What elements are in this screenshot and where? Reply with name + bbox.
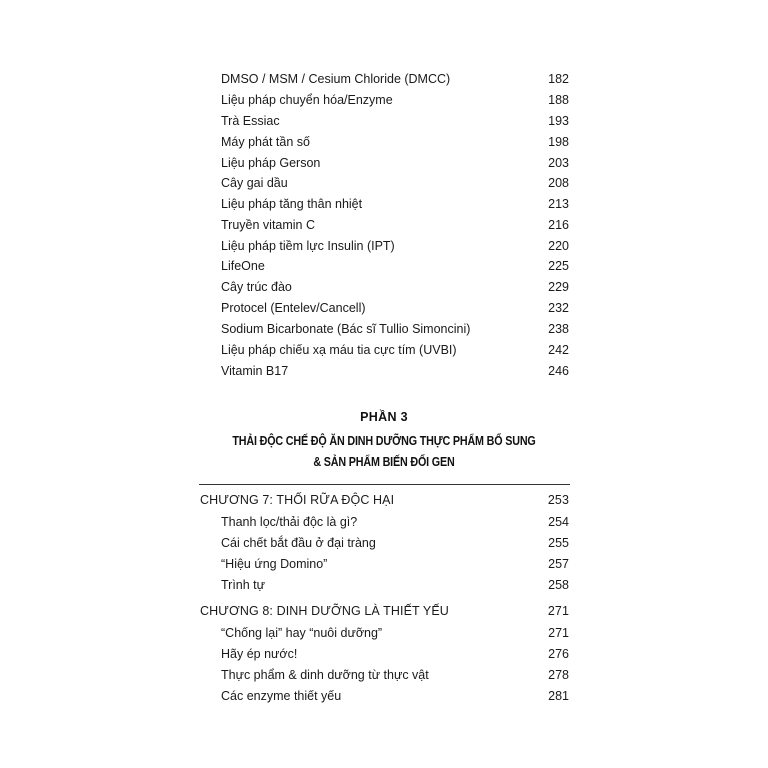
part-subtitle-line2: & SẢN PHẨM BIẾN ĐỔI GEN [313, 455, 455, 469]
chapter-title: CHƯƠNG 8: DINH DƯỠNG LÀ THIẾT YẾU [200, 604, 449, 618]
toc-entry-title: Sodium Bicarbonate (Bác sĩ Tullio Simoncini) [221, 322, 471, 336]
toc-entry-page: 281 [548, 689, 569, 703]
toc-entry-title: LifeOne [221, 259, 265, 273]
toc-entry-title: DMSO / MSM / Cesium Chloride (DMCC) [221, 72, 451, 86]
toc-entry-page: 213 [548, 197, 569, 211]
toc-entry-page: 276 [548, 647, 569, 661]
toc-entry-title: Vitamin B17 [221, 364, 289, 378]
toc-entry-page: 208 [548, 176, 569, 190]
toc-entry-page: 242 [548, 343, 569, 357]
toc-entry-title: Liệu pháp Gerson [221, 156, 321, 170]
toc-entry-title: Thực phẩm & dinh dưỡng từ thực vật [221, 668, 429, 682]
toc-entry-page: 255 [548, 536, 569, 550]
part-title: PHẦN 3 [360, 410, 408, 424]
toc-entry-title: Liệu pháp chuyển hóa/Enzyme [221, 93, 393, 107]
toc-entry-page: 257 [548, 557, 569, 571]
toc-entry-title: Truyền vitamin C [221, 218, 316, 232]
chapter-page: 271 [547, 604, 569, 618]
toc-entry-title: “Chống lại” hay “nuôi dưỡng” [221, 626, 383, 640]
toc-entry-page: 220 [548, 239, 569, 253]
toc-entry-title: Cây gai dầu [221, 176, 288, 190]
toc-entry-title: Liệu pháp tiềm lực Insulin (IPT) [221, 239, 395, 253]
part-subtitle-line1: THẢI ĐỘC CHẾ ĐỘ ĂN DINH DƯỠNG THỰC PHẨM BỔ SUNG [232, 434, 536, 448]
toc-entry-page: 198 [548, 135, 569, 149]
toc-entry-page: 271 [548, 626, 569, 640]
toc-entry-page: 258 [548, 578, 569, 592]
toc-entry-title: Trình tự [221, 578, 266, 592]
toc-entry-title: Trà Essiac [221, 114, 280, 128]
toc-entry-page: 278 [548, 668, 569, 682]
toc-entry-title: Các enzyme thiết yếu [221, 689, 342, 703]
toc-entry-page: 188 [548, 93, 569, 107]
toc-entry-title: Protocel (Entelev/Cancell) [221, 301, 366, 315]
chapter-title: CHƯƠNG 7: THỐI RỮA ĐỘC HẠI [200, 493, 395, 507]
toc-entry-title: Cái chết bắt đầu ở đại tràng [221, 536, 376, 550]
toc-entry-title: Liệu pháp tăng thân nhiệt [221, 197, 363, 211]
toc-entry-page: 182 [548, 72, 569, 86]
toc-entry-title: Thanh lọc/thải độc là gì? [221, 515, 358, 529]
toc-entry-page: 254 [548, 515, 569, 529]
toc-entry-page: 246 [548, 364, 569, 378]
toc-entry-page: 193 [548, 114, 569, 128]
toc-entry-title: Cây trúc đào [221, 280, 292, 294]
toc-entry-page: 203 [548, 156, 569, 170]
section-divider [199, 484, 570, 485]
toc-entry-page: 232 [548, 301, 569, 315]
toc-entry-page: 225 [548, 259, 569, 273]
toc-entry-page: 216 [548, 218, 569, 232]
toc-entry-title: “Hiệu ứng Domino” [221, 557, 328, 571]
chapter-page: 253 [547, 493, 569, 507]
toc-entry-title: Liệu pháp chiếu xạ máu tia cực tím (UVBI) [221, 343, 457, 357]
toc-entry-page: 238 [548, 322, 569, 336]
toc-entry-title: Hãy ép nước! [221, 647, 298, 661]
toc-entry-page: 229 [548, 280, 569, 294]
toc-entry-title: Máy phát tần số [221, 135, 310, 149]
